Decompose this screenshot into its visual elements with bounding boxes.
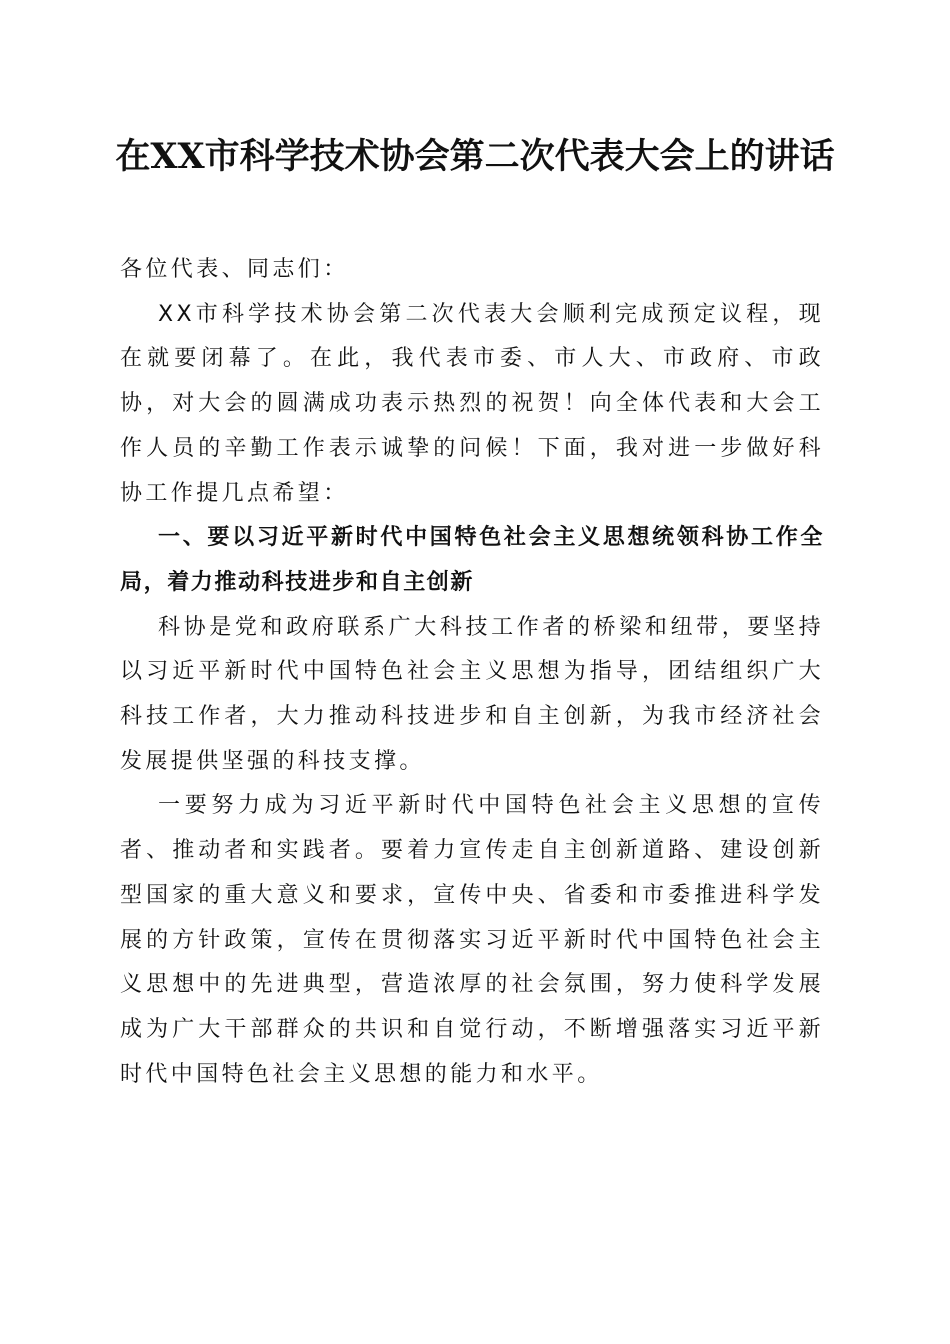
document-title: 在XX市科学技术协会第二次代表大会上的讲话: [115, 136, 835, 177]
paragraph-section-1-point-1: 一要努力成为习近平新时代中国特色社会主义思想的宣传者、推动者和实践者。要着力宣传走自主创新道路、建设创新型国家的重大意义和要求，宣传中央、省委和市委推进科学发展的方针政策，宣传在贯彻落实习近平新时代中国特色社会主义思想中的先进典型，营造浓厚的社会氛围，努力使科学发展成为广大干部群众的共识和自觉行动，不断增强落实习近平新时代中国特色社会主义思想的能力和水平。: [120, 793, 824, 1087]
paragraph-section-1-intro: 科协是党和政府联系广大科技工作者的桥梁和纽带，要坚持以习近平新时代中国特色社会主义思想为指导，团结组织广大科技工作者，大力推动科技进步和自主创新，为我市经济社会发展提供坚强的科技支撑。: [120, 614, 824, 774]
paragraph-opening: XX市科学技术协会第二次代表大会顺利完成预定议程，现在就要闭幕了。在此，我代表市委、市人大、市政府、市政协，对大会的圆满成功表示热烈的祝贺！向全体代表和大会工作人员的辛勤工作表示诚挚的问候！下面，我对进一步做好科协工作提几点希望：: [120, 301, 824, 506]
salutation: 各位代表、同志们：: [120, 257, 349, 282]
section-heading-1: 一、要以习近平新时代中国特色社会主义思想统领科协工作全局，着力推动科技进步和自主创新: [120, 525, 824, 595]
document-body: [120, 248, 824, 1097]
